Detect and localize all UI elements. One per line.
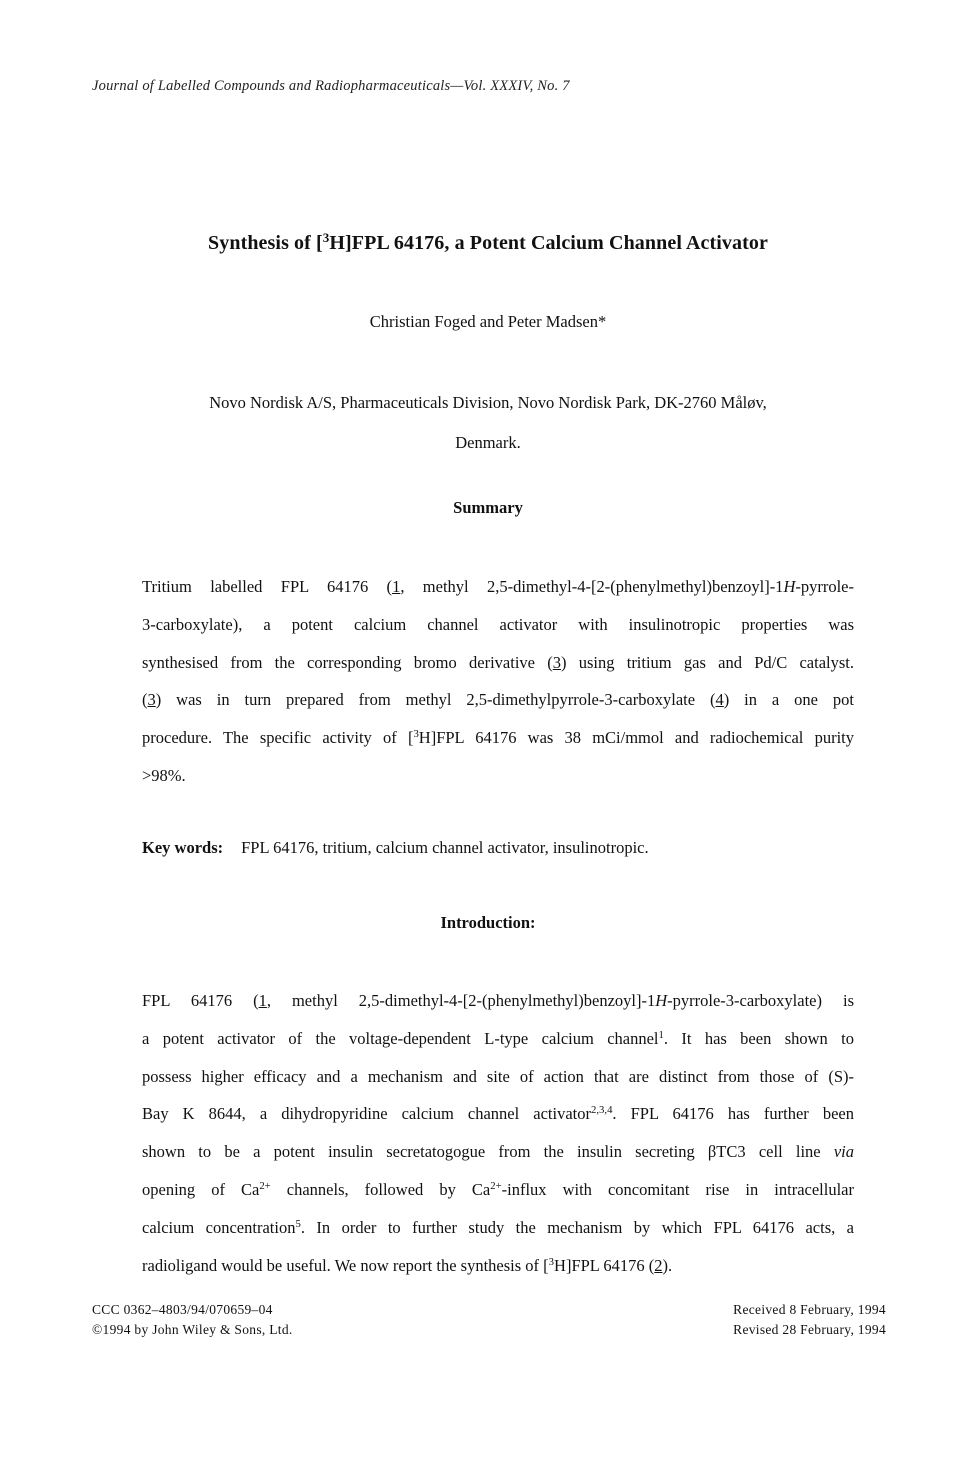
summary-line-6: >98%. <box>142 765 186 785</box>
introduction-heading: Introduction: <box>440 913 536 932</box>
intro-line-6: opening of $Ca^{2+}$ channels, followed by $Ca^{2+}$-influx with concomitant rise in intracellular <box>142 1179 854 1199</box>
intro-line-7: calcium concentration$^5$. In order to further study the mechanism by which FPL 64176 acts, a <box>142 1217 855 1237</box>
keywords <box>142 838 649 858</box>
received-date: Received 8 February, 1994 <box>733 1302 886 1317</box>
summary-paragraph <box>142 568 854 795</box>
ccc-code: CCC 0362–4803/94/070659–04 <box>92 1302 273 1317</box>
intro-line-5: shown to be a potent insulin secretatogogue from the insulin secreting βTC3 cell line via <box>142 1142 854 1162</box>
summary-line-1: Tritium labelled FPL 64176 (1, methyl 2,5-dimethyl-4-[2-(phenylmethyl)benzoyl]-1H-pyrrole- <box>142 577 854 596</box>
footer-left <box>92 1300 293 1340</box>
keywords-text: FPL 64176, tritium, calcium channel activator, insulinotropic. <box>241 838 649 857</box>
authors: Christian Foged and Peter Madsen* <box>369 312 607 331</box>
footer-right <box>733 1300 886 1340</box>
revised-date: Revised 28 February, 1994 <box>733 1322 886 1337</box>
affiliation <box>0 383 976 463</box>
intro-line-4: Bay K 8644, a dihydropyridine calcium channel activator$^{2,3,4}$. FPL 64176 has further been <box>142 1104 854 1124</box>
article-title: Synthesis of [$^3$H]FPL 64176, a Potent Calcium Channel Activator <box>208 229 768 254</box>
intro-line-1: FPL 64176 (1, methyl 2,5-dimethyl-4-[2-(phenylmethyl)benzoyl]-1H-pyrrole-3-carboxylate) is <box>142 991 854 1010</box>
summary-line-3: synthesised from the corresponding bromo derivative (3) using tritium gas and Pd/C catalyst. <box>142 652 854 672</box>
summary-line-4: (3) was in turn prepared from methyl 2,5-dimethylpyrrole-3-carboxylate (4) in a one pot <box>142 690 855 710</box>
copyright: ©1994 by John Wiley & Sons, Ltd. <box>92 1322 293 1337</box>
summary-line-2: 3-carboxylate), a potent calcium channel activator with insulinotropic properties was <box>142 614 854 634</box>
introduction-paragraph <box>142 982 854 1284</box>
running-head: Journal of Labelled Compounds and Radiopharmaceuticals—Vol. XXXIV, No. 7 <box>92 78 570 94</box>
intro-line-8: radioligand would be useful. We now report the synthesis of [$^3$H]FPL 64176 (2). <box>142 1255 673 1275</box>
intro-line-2: a potent activator of the voltage-dependent L-type calcium channel$^1$. It has been shown to <box>142 1028 854 1048</box>
summary-heading: Summary <box>453 498 523 517</box>
intro-line-3: possess higher efficacy and a mechanism and site of action that are distinct from those of (S)- <box>142 1066 854 1086</box>
keywords-label: Key words: <box>142 838 224 857</box>
affiliation-line-2: Denmark. <box>455 433 521 452</box>
summary-line-5: procedure. The specific activity of [$^3$H]FPL 64176 was 38 mCi/mmol and radiochemical purity <box>142 728 854 748</box>
affiliation-line-1: Novo Nordisk A/S, Pharmaceuticals Division, Novo Nordisk Park, DK-2760 Måløv, <box>209 393 767 412</box>
